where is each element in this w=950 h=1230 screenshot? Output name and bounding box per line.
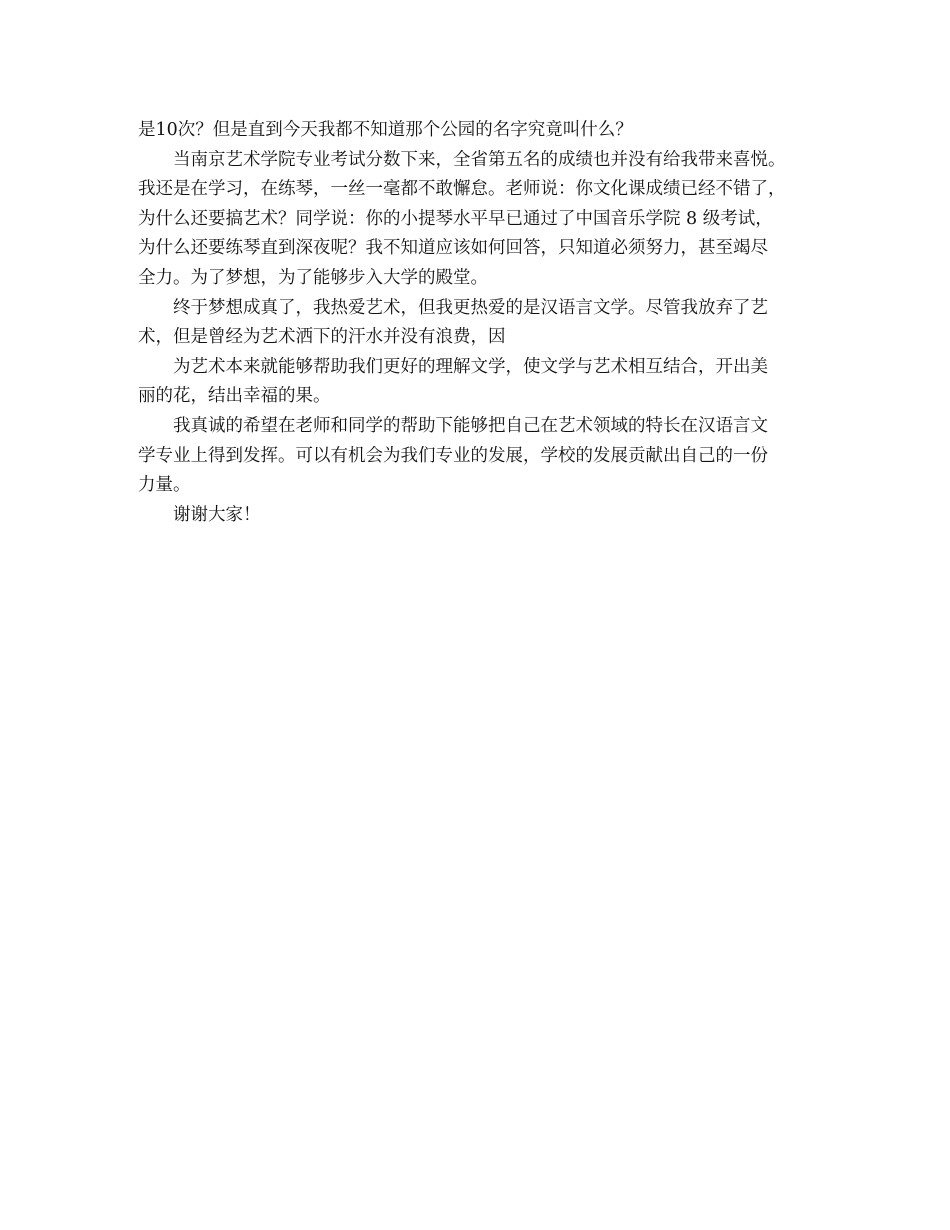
text-line: 谢谢大家！ <box>173 504 261 525</box>
text-line: 学专业上得到发挥。可以有机会为我们专业的发展，学校的发展贡献出自己的一份 <box>138 445 768 466</box>
text-line: 为艺术本来就能够帮助我们更好的理解文学，使文学与艺术相互结合，开出美 <box>173 356 768 377</box>
text-line: 当南京艺术学院专业考试分数下来，全省第五名的成绩也并没有给我带来喜悦。 <box>173 149 786 170</box>
text-line: 全力。为了梦想，为了能够步入大学的殿堂。 <box>138 267 488 288</box>
text-line: 我真诚的希望在老师和同学的帮助下能够把自己在艺术领域的特长在汉语言文 <box>173 415 768 436</box>
text-line: 丽的花，结出幸福的果。 <box>138 386 331 407</box>
paragraph-3 <box>138 294 818 353</box>
paragraph-6 <box>138 501 818 531</box>
text-line: 为什么还要搞艺术？同学说：你的小提琴水平早已通过了中国音乐学院 8 级考试， <box>138 208 773 229</box>
paragraph-5 <box>138 412 818 501</box>
text-line: 是10次？但是直到今天我都不知道那个公园的名字究竟叫什么？ <box>138 120 633 140</box>
text-line: 为什么还要练琴直到深夜呢？我不知道应该如何回答，只知道必须努力，甚至竭尽 <box>138 238 768 259</box>
text-line: 我还是在学习，在练琴，一丝一毫都不敢懈怠。老师说：你文化课成绩已经不错了， <box>138 179 786 200</box>
paragraph-2 <box>138 146 818 294</box>
text-line: 术，但是曾经为艺术洒下的汗水并没有浪费，因 <box>138 327 506 348</box>
paragraph-1 <box>138 116 818 146</box>
document-body <box>138 116 818 530</box>
text-line: 力量。 <box>138 475 191 496</box>
paragraph-4 <box>138 353 818 412</box>
text-line: 终于梦想成真了，我热爱艺术，但我更热爱的是汉语言文学。尽管我放弃了艺 <box>173 297 768 318</box>
